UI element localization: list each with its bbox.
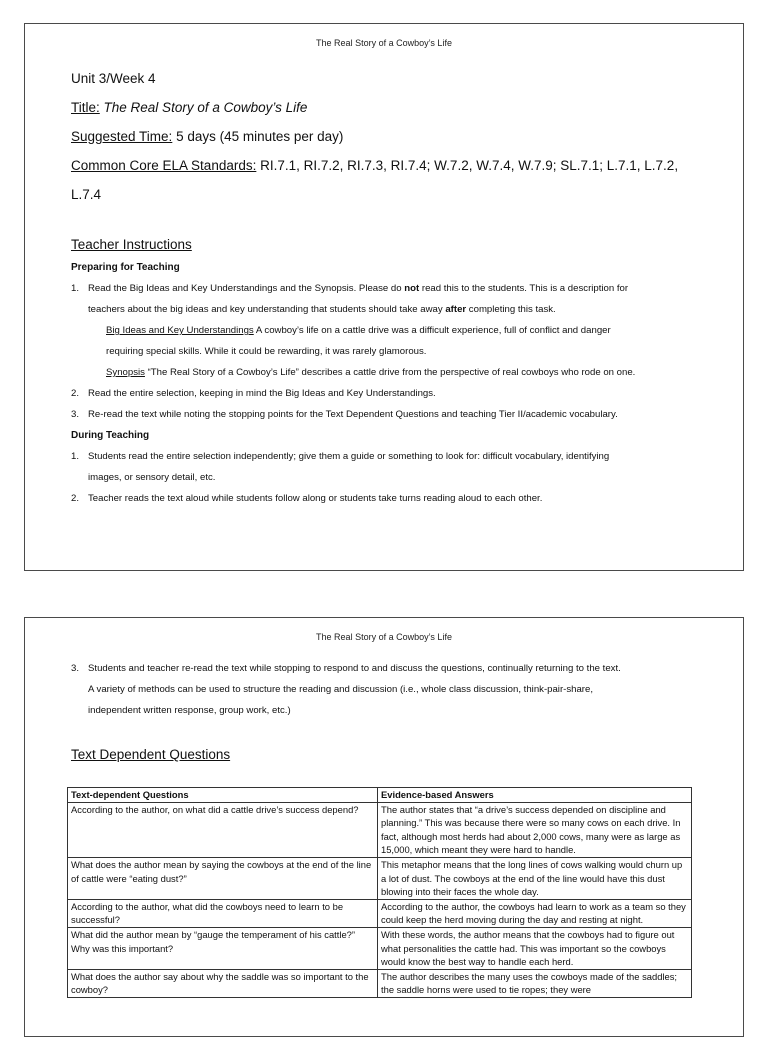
question-cell: What did the author mean by “gauge the temperament of his cattle?” Why was this important?	[68, 927, 378, 969]
tdq-heading: Text Dependent Questions	[71, 747, 231, 762]
table-header-row	[68, 788, 692, 803]
prep-item-1-after: after	[445, 304, 467, 315]
during-item-1-cont: images, or sensory detail, etc.	[88, 472, 216, 483]
prep-item-1-text-a: Read the Big Ideas and Key Understandings and the Synopsis. Please do	[88, 283, 405, 294]
during-item-3-cont: A variety of methods can be used to structure the reading and discussion (i.e., whole class discussion, think-pair-share,	[88, 684, 593, 695]
question-cell: What does the author say about why the saddle was so important to the cowboy?	[68, 969, 378, 997]
during-item-3	[71, 658, 703, 679]
prep-item-1-text-c: teachers about the big ideas and key understanding that students should take away	[88, 304, 446, 315]
table-row	[68, 857, 692, 899]
prep-item-3-number: 3.	[71, 409, 80, 420]
during-item-1-number: 1.	[71, 451, 80, 462]
table-row	[68, 899, 692, 927]
document-page-2	[24, 617, 744, 1037]
column-header-answers: Evidence-based Answers	[378, 788, 692, 803]
suggested-time-label: Suggested Time:	[71, 129, 173, 144]
prep-item-1	[71, 278, 703, 299]
synopsis-text: “The Real Story of a Cowboy’s Life” describes a cattle drive from the perspective of real cowboys who rode on one.	[144, 367, 636, 378]
title-value: The Real Story of a Cowboy’s Life	[103, 100, 308, 115]
tdq-table	[67, 787, 692, 998]
during-item-2-number: 2.	[71, 493, 80, 504]
prep-item-1-text-b: read this to the students. This is a description for	[419, 283, 629, 294]
table-row	[68, 969, 692, 997]
suggested-time-line	[71, 122, 703, 151]
synopsis-line	[71, 362, 703, 383]
page-header: The Real Story of a Cowboy’s Life	[316, 38, 452, 48]
page-1-body	[71, 64, 703, 509]
standards-line	[71, 151, 703, 180]
column-header-questions: Text-dependent Questions	[68, 788, 378, 803]
during-item-3-cont-2: independent written response, group work, etc.)	[88, 705, 291, 716]
question-cell: According to the author, what did the cowboys need to learn to be successful?	[68, 899, 378, 927]
question-cell: According to the author, on what did a cattle drive’s success depend?	[68, 802, 378, 857]
prep-item-2-number: 2.	[71, 388, 80, 399]
preparing-heading: Preparing for Teaching	[71, 262, 180, 273]
question-cell: What does the author mean by saying the cowboys at the end of the line of cattle were “eating dust?”	[68, 857, 378, 899]
prep-item-1-not: not	[404, 283, 420, 294]
table-row	[68, 927, 692, 969]
prep-item-2-text: Read the entire selection, keeping in mind the Big Ideas and Key Understandings.	[88, 388, 436, 399]
answer-cell: With these words, the author means that the cowboys had to figure out what personalities the cattle had. This was important so the cowboys would know the best way to handle each herd.	[378, 927, 692, 969]
title-line	[71, 93, 703, 122]
prep-item-1-cont	[71, 299, 703, 320]
page-2-body	[71, 658, 703, 765]
standards-line-2: L.7.4	[71, 187, 102, 202]
page-header: The Real Story of a Cowboy’s Life	[316, 632, 452, 642]
unit-week: Unit 3/Week 4	[71, 71, 156, 86]
document-page-1	[24, 23, 744, 571]
suggested-time-value: 5 days (45 minutes per day)	[176, 129, 344, 144]
during-item-3-number: 3.	[71, 663, 80, 674]
during-item-1-text: Students read the entire selection independently; give them a guide or something to look for: difficult vocabulary, identifying	[88, 451, 610, 462]
big-ideas-text: A cowboy’s life on a cattle drive was a difficult experience, full of conflict and danger	[253, 325, 611, 336]
during-item-2-text: Teacher reads the text aloud while students follow along or students take turns reading aloud to each other.	[88, 493, 543, 504]
prep-item-1-number: 1.	[71, 283, 80, 294]
big-ideas-label: Big Ideas and Key Understandings	[106, 325, 254, 336]
prep-item-3-text: Re-read the text while noting the stopping points for the Text Dependent Questions and teaching Tier II/academic vocabulary.	[88, 409, 618, 420]
prep-item-1-text-d: completing this task.	[466, 304, 556, 315]
answer-cell: The author describes the many uses the cowboys made of the saddles; the saddle horns were used to tie ropes; they were	[378, 969, 692, 997]
teacher-instructions-heading: Teacher Instructions	[71, 237, 192, 252]
during-heading: During Teaching	[71, 430, 150, 441]
answer-cell: According to the author, the cowboys had learn to work as a team so they could keep the herd moving during the day and resting at night.	[378, 899, 692, 927]
table-row	[68, 802, 692, 857]
during-item-2	[71, 488, 703, 509]
answer-cell: The author states that “a drive’s success depended on discipline and planning.” This was because there were so many cows on each drive. In fact, although most herds had about 2,000 cows, many were as large as 15,000, which meant they were hard to handle.	[378, 802, 692, 857]
synopsis-label: Synopsis	[106, 367, 145, 378]
prep-item-2	[71, 383, 703, 404]
standards-label: Common Core ELA Standards:	[71, 158, 257, 173]
during-item-1	[71, 446, 703, 467]
big-ideas-line	[71, 320, 703, 341]
during-item-3-text: Students and teacher re-read the text while stopping to respond to and discuss the questions, continually returning to the text.	[88, 663, 621, 674]
answer-cell: This metaphor means that the long lines of cows walking would churn up a lot of dust. The cowboys at the end of the line would have this dust blowing into their faces the whole day.	[378, 857, 692, 899]
prep-item-3	[71, 404, 703, 425]
big-ideas-line-2: requiring special skills. While it could be rewarding, it was rarely glamorous.	[106, 346, 427, 357]
standards-value: RI.7.1, RI.7.2, RI.7.3, RI.7.4; W.7.2, W.7.4, W.7.9; SL.7.1; L.7.1, L.7.2,	[260, 158, 679, 173]
title-label: Title:	[71, 100, 100, 115]
